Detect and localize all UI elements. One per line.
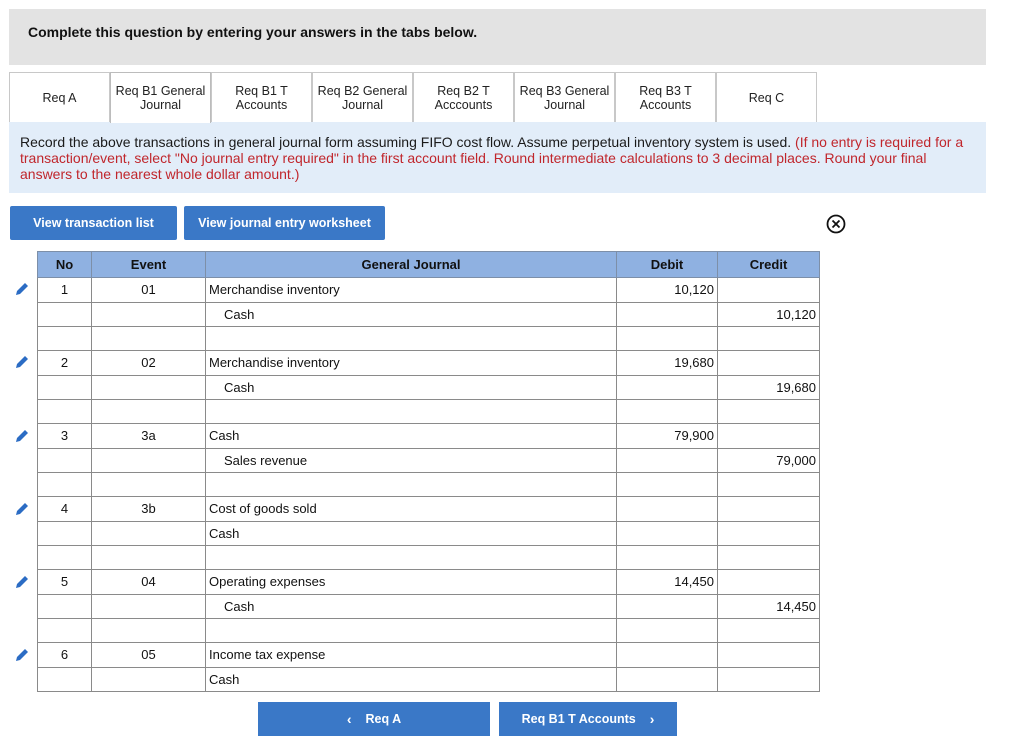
table-row: [38, 521, 820, 546]
credit-cell[interactable]: 79,000: [718, 448, 820, 473]
credit-cell[interactable]: [718, 497, 820, 522]
question-header: [9, 9, 986, 65]
edit-entry-6-icon[interactable]: [13, 646, 31, 664]
entry-no: 1: [38, 278, 92, 303]
journal-table: [37, 251, 820, 692]
next-req-button[interactable]: [499, 702, 677, 736]
chevron-right-icon: ›: [649, 711, 655, 727]
view-journal-worksheet-button[interactable]: View journal entry worksheet: [184, 206, 385, 240]
tab-req-b2-t-accounts[interactable]: Req B2 T Acccounts: [413, 72, 514, 122]
credit-cell[interactable]: [718, 570, 820, 595]
account-cell[interactable]: Cash: [206, 424, 617, 449]
entry-event: 3b: [92, 497, 206, 522]
debit-cell[interactable]: 10,120: [617, 278, 718, 303]
edit-entry-4-icon[interactable]: [13, 500, 31, 518]
header-no: No: [38, 252, 92, 278]
credit-cell[interactable]: 14,450: [718, 594, 820, 619]
credit-cell[interactable]: [718, 424, 820, 449]
credit-cell[interactable]: [718, 351, 820, 376]
debit-cell[interactable]: [617, 448, 718, 473]
debit-cell[interactable]: [617, 521, 718, 546]
account-cell[interactable]: Cash: [206, 667, 617, 692]
debit-cell[interactable]: [617, 667, 718, 692]
entry-no: 5: [38, 570, 92, 595]
account-cell[interactable]: Income tax expense: [206, 643, 617, 668]
account-cell[interactable]: Cash: [206, 594, 617, 619]
edit-entry-5-icon[interactable]: [13, 573, 31, 591]
debit-cell[interactable]: 79,900: [617, 424, 718, 449]
credit-cell[interactable]: [718, 643, 820, 668]
table-row-spacer: [38, 327, 820, 351]
edit-entry-1-icon[interactable]: [13, 280, 31, 298]
debit-cell[interactable]: 14,450: [617, 570, 718, 595]
entry-no: 4: [38, 497, 92, 522]
account-cell[interactable]: Operating expenses: [206, 570, 617, 595]
account-cell[interactable]: Sales revenue: [206, 448, 617, 473]
edit-entry-2-icon[interactable]: [13, 353, 31, 371]
chevron-left-icon: ‹: [346, 711, 352, 727]
account-cell[interactable]: Merchandise inventory: [206, 278, 617, 303]
debit-cell[interactable]: [617, 594, 718, 619]
entry-no: 3: [38, 424, 92, 449]
instructions-text: Record the above transactions in general journal form assuming FIFO cost flow. Assume perpetual inventory system is used.: [20, 134, 792, 150]
instructions-panel: [9, 122, 986, 193]
entry-event: 04: [92, 570, 206, 595]
table-row: [38, 643, 820, 668]
tab-req-b2-general-journal[interactable]: Req B2 General Journal: [312, 72, 413, 122]
table-row: [38, 351, 820, 376]
entry-event: 05: [92, 643, 206, 668]
credit-cell[interactable]: [718, 278, 820, 303]
table-row: [38, 448, 820, 473]
debit-cell[interactable]: [617, 302, 718, 327]
header-title: Complete this question by entering your answers in the tabs below.: [28, 24, 478, 40]
account-cell[interactable]: Merchandise inventory: [206, 351, 617, 376]
table-row: [38, 667, 820, 692]
debit-cell[interactable]: 19,680: [617, 351, 718, 376]
table-row-spacer: [38, 473, 820, 497]
table-row: [38, 497, 820, 522]
entry-no: 2: [38, 351, 92, 376]
table-row: [38, 302, 820, 327]
account-cell[interactable]: Cash: [206, 521, 617, 546]
tab-req-b3-general-journal[interactable]: Req B3 General Journal: [514, 72, 615, 122]
credit-cell[interactable]: [718, 521, 820, 546]
table-row: [38, 375, 820, 400]
credit-cell[interactable]: 19,680: [718, 375, 820, 400]
header-general-journal: General Journal: [206, 252, 617, 278]
entry-event: 02: [92, 351, 206, 376]
close-icon[interactable]: [826, 214, 846, 234]
prev-req-label: Req A: [365, 712, 402, 726]
account-cell[interactable]: Cash: [206, 302, 617, 327]
table-header-row: [38, 252, 820, 278]
table-row-spacer: [38, 619, 820, 643]
tab-req-c[interactable]: Req C: [716, 72, 817, 122]
instructions-note: (If no entry is required for a transaction/event, select "No journal entry required" in the first account field. Round intermediate calculations to 3 decimal places. Round your final answers to the nearest whole dollar amount.): [20, 134, 964, 182]
account-cell[interactable]: Cost of goods sold: [206, 497, 617, 522]
table-row: [38, 424, 820, 449]
edit-entry-3-icon[interactable]: [13, 427, 31, 445]
table-row-spacer: [38, 400, 820, 424]
entry-event: 01: [92, 278, 206, 303]
header-debit: Debit: [617, 252, 718, 278]
header-event: Event: [92, 252, 206, 278]
entry-no: 6: [38, 643, 92, 668]
credit-cell[interactable]: 10,120: [718, 302, 820, 327]
header-credit: Credit: [718, 252, 820, 278]
table-row: [38, 594, 820, 619]
debit-cell[interactable]: [617, 643, 718, 668]
tab-req-a[interactable]: Req A: [9, 72, 110, 122]
prev-req-button[interactable]: [258, 702, 490, 736]
debit-cell[interactable]: [617, 375, 718, 400]
view-transaction-list-button[interactable]: View transaction list: [10, 206, 177, 240]
table-row: [38, 570, 820, 595]
tab-req-b1-t-accounts[interactable]: Req B1 T Accounts: [211, 72, 312, 122]
debit-cell[interactable]: [617, 497, 718, 522]
entry-event: 3a: [92, 424, 206, 449]
tab-req-b1-general-journal[interactable]: Req B1 General Journal: [110, 72, 211, 123]
tab-req-b3-t-accounts[interactable]: Req B3 T Accounts: [615, 72, 716, 122]
table-row-spacer: [38, 546, 820, 570]
next-req-label: Req B1 T Accounts: [521, 712, 636, 726]
table-row: [38, 278, 820, 303]
account-cell[interactable]: Cash: [206, 375, 617, 400]
credit-cell[interactable]: [718, 667, 820, 692]
